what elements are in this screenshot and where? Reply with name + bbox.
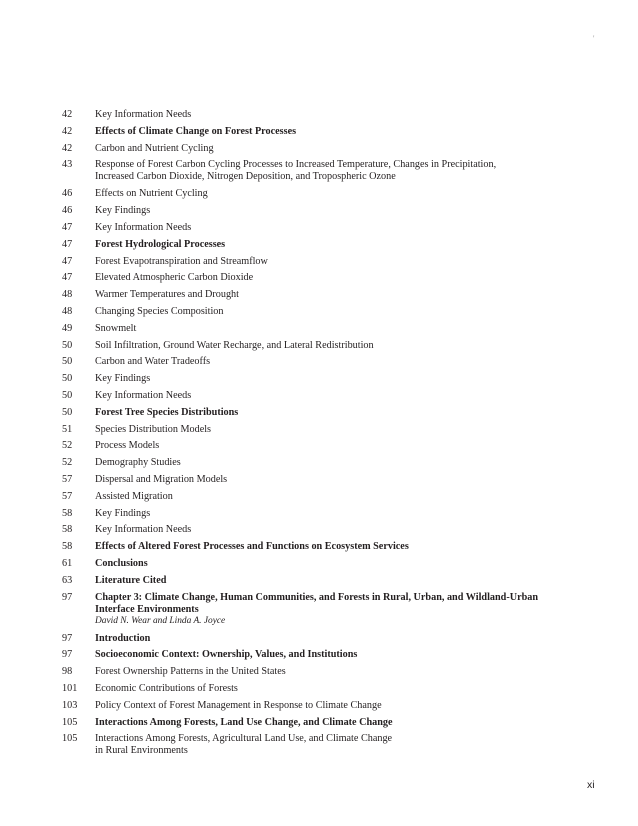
toc-title: [95, 733, 582, 757]
toc-title-text: Warmer Temperatures and Drought: [95, 289, 239, 301]
toc-entry: [62, 491, 582, 508]
toc-title: [95, 256, 582, 268]
toc-page-number: 46: [62, 205, 73, 217]
toc-title-text: Soil Infiltration, Ground Water Recharge, and Lateral Redistribution: [95, 339, 374, 351]
toc-page-number: 42: [62, 142, 73, 154]
toc-title: [95, 491, 582, 503]
toc-title-text: Economic Contributions of Forests: [95, 682, 238, 694]
toc-title-text: Response of Forest Carbon Cycling Processes to Increased Temperature, Changes in Precipitation, Increased Carbon Dioxide, Nitrogen Deposition, and Tropospheric Ozone: [95, 159, 497, 183]
toc-title-text: Changing Species Composition: [95, 305, 224, 317]
toc-page-number: 97: [62, 649, 73, 661]
toc-title-text: Key Findings: [95, 205, 151, 217]
toc-title-text: Forest Evapotranspiration and Streamflow: [95, 255, 268, 267]
toc-title: [95, 457, 582, 469]
toc-title: [95, 188, 582, 200]
table-of-contents: [62, 109, 582, 762]
toc-title-text: Forest Ownership Patterns in the United States: [95, 666, 286, 678]
toc-entry: [62, 717, 582, 734]
toc-title-text: Effects of Altered Forest Processes and Functions on Ecosystem Services: [95, 541, 409, 553]
toc-entry: [62, 474, 582, 491]
toc-entry: [62, 109, 582, 126]
toc-page-number: 52: [62, 440, 73, 452]
toc-title-text: Socioeconomic Context: Ownership, Values, and Institutions: [95, 649, 358, 661]
toc-title-text: Effects on Nutrient Cycling: [95, 188, 208, 200]
toc-entry: [62, 272, 582, 289]
toc-title: [95, 205, 582, 217]
toc-title: [95, 222, 582, 234]
toc-title-text: Snowmelt: [95, 322, 137, 334]
toc-title: [95, 143, 582, 155]
page-number: xi: [587, 779, 595, 791]
toc-page-number: 57: [62, 490, 73, 502]
toc-title-text: Key Findings: [95, 373, 151, 385]
toc-page-number: 47: [62, 238, 73, 250]
toc-entry: [62, 541, 582, 558]
toc-entry: [62, 700, 582, 717]
toc-page-number: 58: [62, 541, 73, 553]
toc-page-number: 46: [62, 188, 73, 200]
toc-title: [95, 717, 582, 729]
toc-title: [95, 592, 582, 627]
toc-entry: [62, 666, 582, 683]
toc-title-text: Carbon and Nutrient Cycling: [95, 142, 214, 154]
toc-title: [95, 666, 582, 678]
toc-page-number: 50: [62, 339, 73, 351]
toc-title: [95, 373, 582, 385]
toc-page-number: 50: [62, 389, 73, 401]
toc-entry: [62, 508, 582, 525]
toc-entry: [62, 323, 582, 340]
toc-entry: [62, 126, 582, 143]
toc-title: [95, 159, 582, 183]
toc-page-number: 48: [62, 289, 73, 301]
toc-page-number: 42: [62, 109, 73, 120]
toc-page-number: 48: [62, 305, 73, 317]
toc-entry: [62, 558, 582, 575]
toc-entry: [62, 524, 582, 541]
toc-title: [95, 424, 582, 436]
toc-page-number: 47: [62, 221, 73, 233]
toc-entry: [62, 633, 582, 650]
toc-title: [95, 323, 582, 335]
toc-title: [95, 649, 582, 661]
toc-entry: [62, 340, 582, 357]
toc-title-text: Effects of Climate Change on Forest Processes: [95, 125, 297, 137]
toc-page-number: 61: [62, 557, 73, 569]
toc-title: [95, 440, 582, 452]
toc-title-text: Key Findings: [95, 507, 151, 519]
toc-page-number: 50: [62, 373, 73, 385]
toc-page-number: 98: [62, 666, 73, 678]
corner-mark: ': [593, 34, 595, 43]
toc-entry: [62, 222, 582, 239]
toc-title: [95, 407, 582, 419]
toc-page-number: 101: [62, 682, 78, 694]
toc-title-text: Elevated Atmospheric Carbon Dioxide: [95, 272, 254, 284]
toc-title-text: Introduction: [95, 632, 151, 644]
toc-entry: [62, 457, 582, 474]
toc-page-number: 51: [62, 423, 73, 435]
toc-title: [95, 633, 582, 645]
toc-entry: [62, 407, 582, 424]
toc-title: [95, 474, 582, 486]
toc-entry: [62, 256, 582, 273]
toc-entry: [62, 373, 582, 390]
toc-entry: [62, 592, 582, 633]
toc-entry: [62, 575, 582, 592]
toc-page-number: 49: [62, 322, 73, 334]
toc-page-number: 58: [62, 524, 73, 536]
toc-entry: [62, 733, 582, 762]
toc-page-number: 50: [62, 356, 73, 368]
toc-page-number: 47: [62, 272, 73, 284]
toc-entry: [62, 649, 582, 666]
toc-page-number: 42: [62, 125, 73, 137]
toc-title: [95, 524, 582, 536]
toc-title-text: Key Information Needs: [95, 221, 192, 233]
toc-entry: [62, 306, 582, 323]
toc-title: [95, 340, 582, 352]
toc-page-number: 97: [62, 591, 73, 603]
toc-page-number: 57: [62, 473, 73, 485]
toc-title: [95, 541, 582, 553]
toc-entry: [62, 289, 582, 306]
toc-title: [95, 306, 582, 318]
toc-page-number: 43: [62, 159, 73, 171]
toc-entry: [62, 390, 582, 407]
toc-page-number: 97: [62, 632, 73, 644]
toc-title: [95, 700, 582, 712]
toc-title: [95, 508, 582, 520]
toc-authors: David N. Wear and Linda A. Joyce: [95, 615, 226, 626]
toc-title: [95, 558, 582, 570]
toc-title-text: Assisted Migration: [95, 490, 173, 502]
toc-title: [95, 239, 582, 251]
toc-entry: [62, 205, 582, 222]
toc-title-text: Interactions Among Forests, Agricultural Land Use, and Climate Change in Rural Environments: [95, 733, 393, 757]
toc-page-number: 105: [62, 716, 78, 728]
toc-title-text: Interactions Among Forests, Land Use Change, and Climate Change: [95, 716, 393, 728]
toc-title: [95, 126, 582, 138]
toc-title-text: Dispersal and Migration Models: [95, 473, 228, 485]
toc-entry: [62, 143, 582, 160]
toc-page-number: 63: [62, 574, 73, 586]
toc-title-text: Carbon and Water Tradeoffs: [95, 356, 211, 368]
toc-title: [95, 575, 582, 587]
toc-title: [95, 289, 582, 301]
toc-title: [95, 683, 582, 695]
toc-entry: [62, 356, 582, 373]
toc-title: [95, 390, 582, 402]
toc-title-text: Forest Tree Species Distributions: [95, 406, 239, 418]
toc-title-text: Demography Studies: [95, 457, 181, 469]
toc-title-text: Key Information Needs: [95, 389, 192, 401]
toc-title: [95, 109, 582, 121]
toc-title-text: Key Information Needs: [95, 109, 192, 120]
toc-title-text: Policy Context of Forest Management in Response to Climate Change: [95, 699, 382, 711]
toc-page-number: 105: [62, 733, 78, 745]
toc-title-text: Conclusions: [95, 557, 148, 569]
toc-title-text: Literature Cited: [95, 574, 167, 586]
toc-title-text: Forest Hydrological Processes: [95, 238, 226, 250]
toc-entry: [62, 159, 582, 188]
toc-page-number: 50: [62, 406, 73, 418]
toc-title-text: Species Distribution Models: [95, 423, 212, 435]
toc-title-text: Chapter 3: Climate Change, Human Communities, and Forests in Rural, Urban, and Wildland-Urban Interface Environments: [95, 591, 539, 615]
toc-entry: [62, 424, 582, 441]
toc-entry: [62, 239, 582, 256]
toc-title: [95, 356, 582, 368]
toc-entry: [62, 188, 582, 205]
toc-title: [95, 272, 582, 284]
toc-page-number: 58: [62, 507, 73, 519]
toc-page-number: 52: [62, 457, 73, 469]
toc-title-text: Key Information Needs: [95, 524, 192, 536]
toc-page-number: 103: [62, 699, 78, 711]
toc-title-text: Process Models: [95, 440, 160, 452]
toc-entry: [62, 683, 582, 700]
toc-entry: [62, 440, 582, 457]
toc-page-number: 47: [62, 255, 73, 267]
